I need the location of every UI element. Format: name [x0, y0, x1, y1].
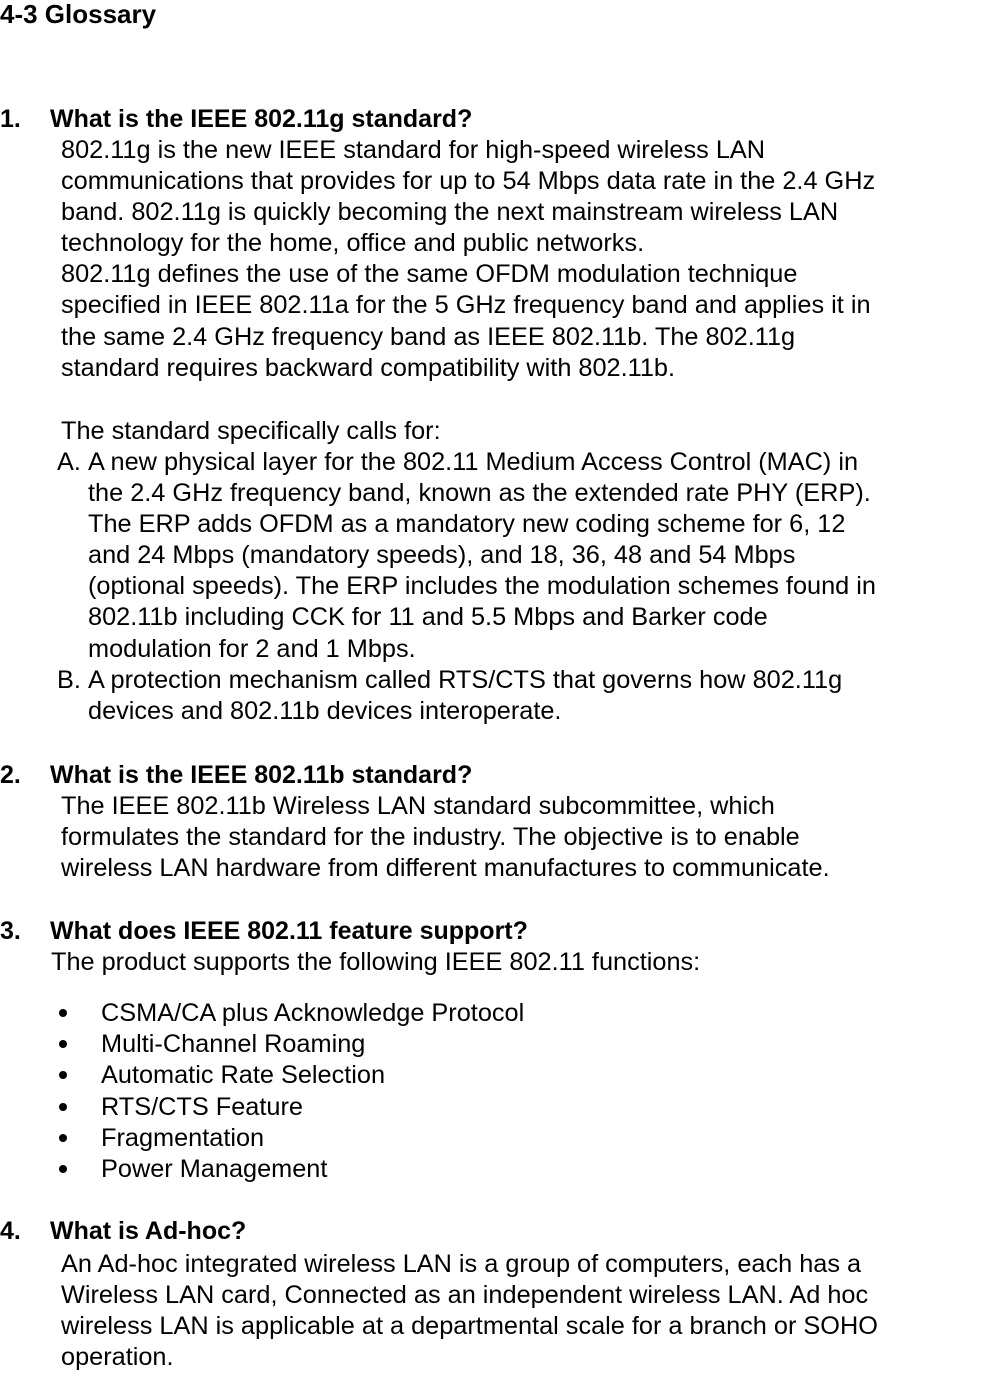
- question-text: What is the IEEE 802.11b standard?: [50, 761, 473, 789]
- paragraph-line: specified in IEEE 802.11a for the 5 GHz frequency band and applies it in: [61, 291, 871, 320]
- paragraph-line: 802.11g defines the use of the same OFDM modulation technique: [61, 260, 798, 289]
- list-item: [0, 447, 1001, 665]
- bullet-icon: [59, 1103, 67, 1111]
- paragraph-line: Wireless LAN card, Connected as an independent wireless LAN. Ad hoc: [61, 1281, 869, 1310]
- list-item-line: (optional speeds). The ERP includes the modulation schemes found in: [88, 572, 876, 601]
- list-item-line: devices and 802.11b devices interoperate.: [88, 696, 562, 725]
- answer-3-intro: The product supports the following IEEE 802.11 functions:: [51, 948, 701, 976]
- list-item: [0, 665, 1001, 727]
- list-item-label: Automatic Rate Selection: [101, 1061, 386, 1090]
- question-number: 3.: [0, 917, 21, 945]
- paragraph-line: operation.: [61, 1343, 174, 1372]
- question-text: What is Ad-hoc?: [50, 1217, 247, 1245]
- list-item-line: A protection mechanism called RTS/CTS that governs how 802.11g: [88, 665, 843, 694]
- list-marker: B.: [57, 665, 81, 694]
- paragraph-line: The standard specifically calls for:: [61, 417, 441, 445]
- list-item-label: Power Management: [101, 1154, 328, 1183]
- answer-1-intro: [61, 416, 1001, 447]
- question-text: What is the IEEE 802.11g standard?: [50, 105, 473, 133]
- answer-4-paragraph: [61, 1249, 1001, 1373]
- paragraph-line: formulates the standard for the industry. The objective is to enable: [61, 823, 800, 852]
- bullet-icon: [59, 1071, 67, 1079]
- paragraph-line: communications that provides for up to 54 Mbps data rate in the 2.4 GHz: [61, 167, 876, 196]
- question-text: What does IEEE 802.11 feature support?: [50, 917, 528, 945]
- question-number: 1.: [0, 105, 21, 133]
- paragraph-line: band. 802.11g is quickly becoming the next mainstream wireless LAN: [61, 198, 839, 227]
- list-item-line: A new physical layer for the 802.11 Medium Access Control (MAC) in: [88, 448, 859, 476]
- paragraph-line: wireless LAN is applicable at a departmental scale for a branch or SOHO: [61, 1312, 878, 1341]
- bullet-icon: [59, 1009, 67, 1017]
- paragraph-line: An Ad-hoc integrated wireless LAN is a group of computers, each has a: [61, 1250, 862, 1278]
- bullet-icon: [59, 1040, 67, 1048]
- list-item-line: and 24 Mbps (mandatory speeds), and 18, 36, 48 and 54 Mbps: [88, 541, 796, 570]
- answer-2-paragraph: [61, 791, 1001, 884]
- list-item-line: 802.11b including CCK for 11 and 5.5 Mbps and Barker code: [88, 603, 768, 632]
- list-item-label: Fragmentation: [101, 1123, 265, 1152]
- paragraph-line: standard requires backward compatibility with 802.11b.: [61, 353, 676, 382]
- list-item-label: Multi-Channel Roaming: [101, 1030, 366, 1059]
- paragraph-line: wireless LAN hardware from different manufactures to communicate.: [61, 854, 830, 883]
- bullet-icon: [59, 1165, 67, 1173]
- list-item-label: RTS/CTS Feature: [101, 1092, 303, 1121]
- list-marker: A.: [57, 448, 81, 476]
- paragraph-line: the same 2.4 GHz frequency band as IEEE 802.11b. The 802.11g: [61, 322, 796, 351]
- list-item-line: the 2.4 GHz frequency band, known as the extended rate PHY (ERP).: [88, 479, 871, 508]
- list-item-line: modulation for 2 and 1 Mbps.: [88, 634, 416, 663]
- paragraph-line: 802.11g is the new IEEE standard for high-speed wireless LAN: [61, 136, 766, 164]
- list-item-label: CSMA/CA plus Acknowledge Protocol: [101, 999, 525, 1027]
- bullet-icon: [59, 1134, 67, 1142]
- question-number: 4.: [0, 1217, 21, 1245]
- paragraph-line: technology for the home, office and public networks.: [61, 229, 645, 258]
- answer-1-paragraph: [61, 135, 1001, 384]
- section-title: 4-3 Glossary: [0, 0, 157, 29]
- paragraph-line: The IEEE 802.11b Wireless LAN standard subcommittee, which: [61, 792, 775, 820]
- question-number: 2.: [0, 761, 21, 789]
- lettered-list: [0, 447, 1001, 727]
- list-item-line: The ERP adds OFDM as a mandatory new coding scheme for 6, 12: [88, 510, 846, 539]
